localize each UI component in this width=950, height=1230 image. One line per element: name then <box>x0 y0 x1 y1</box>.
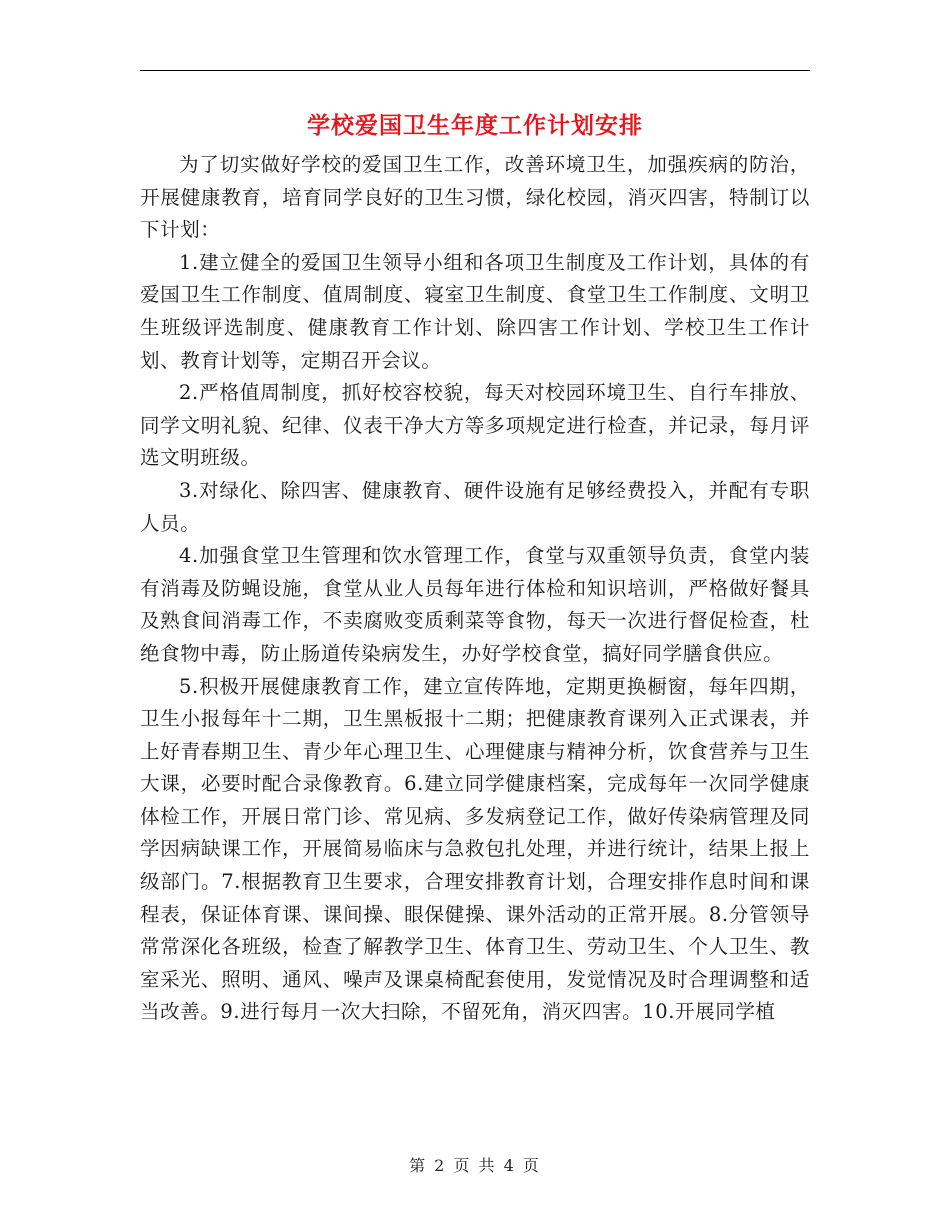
paragraph-item-3: 3.对绿化、除四害、健康教育、硬件设施有足够经费投入，并配有专职人员。 <box>140 478 810 535</box>
page-number-footer: 第 2 页 共 4 页 <box>409 1156 541 1175</box>
intro-paragraph: 为了切实做好学校的爱国卫生工作，改善环境卫生，加强疾病的防治，开展健康教育，培育同学良好的卫生习惯，绿化校园，消灭四害，特制订以下计划： <box>140 153 810 242</box>
document-title: 学校爱国卫生年度工作计划安排 <box>307 112 643 139</box>
paragraph-item-5: 5.积极开展健康教育工作，建立宣传阵地，定期更换橱窗，每年四期，卫生小报每年十二期，卫生黑板报十二期；把健康教育课列入正式课表，并上好青春期卫生、青少年心理卫生、心理健康与精神分析，饮食营养与卫生大课，必要时配合录像教育。6.建立同学健康档案，完成每年一次同学健康体检工作，开展日常门诊、常见病、多发病登记工作，做好传染病管理及同学因病缺课工作，开展简易临床与急救包扎处理，并进行统计，结果上报上级部门。7.根据教育卫生要求，合理安排教育计划，合理安排作息时间和课程表，保证体育课、课间操、眼保健操、课外活动的正常开展。8.分管领导常常深化各班级，检查了解教学卫生、体育卫生、劳动卫生、个人卫生、教室采光、照明、通风、噪声及课桌椅配套使用，发觉情况及时合理调整和适当改善。9.进行每月一次大扫除，不留死角，消灭四害。10.开展同学植 <box>140 674 810 1024</box>
document-body <box>140 149 810 1029</box>
paragraph-item-1: 1.建立健全的爱国卫生领导小组和各项卫生制度及工作计划，具体的有爱国卫生工作制度、值周制度、寝室卫生制度、食堂卫生工作制度、文明卫生班级评选制度、健康教育工作计划、除四害工作计划、学校卫生工作计划、教育计划等，定期召开会议。 <box>140 250 810 372</box>
header-rule <box>140 70 810 71</box>
paragraph-item-4: 4.加强食堂卫生管理和饮水管理工作，食堂与双重领导负责，食堂内装有消毒及防蝇设施，食堂从业人员每年进行体检和知识培训，严格做好餐具及熟食间消毒工作，不卖腐败变质剩菜等食物，每天一次进行督促检查，杜绝食物中毒，防止肠道传染病发生，办好学校食堂，搞好同学膳食供应。 <box>140 544 810 665</box>
paragraph-item-2: 2.严格值周制度，抓好校容校貌，每天对校园环境卫生、自行车排放、同学文明礼貌、纪律、仪表干净大方等多项规定进行检查，并记录，每月评选文明班级。 <box>140 381 810 470</box>
